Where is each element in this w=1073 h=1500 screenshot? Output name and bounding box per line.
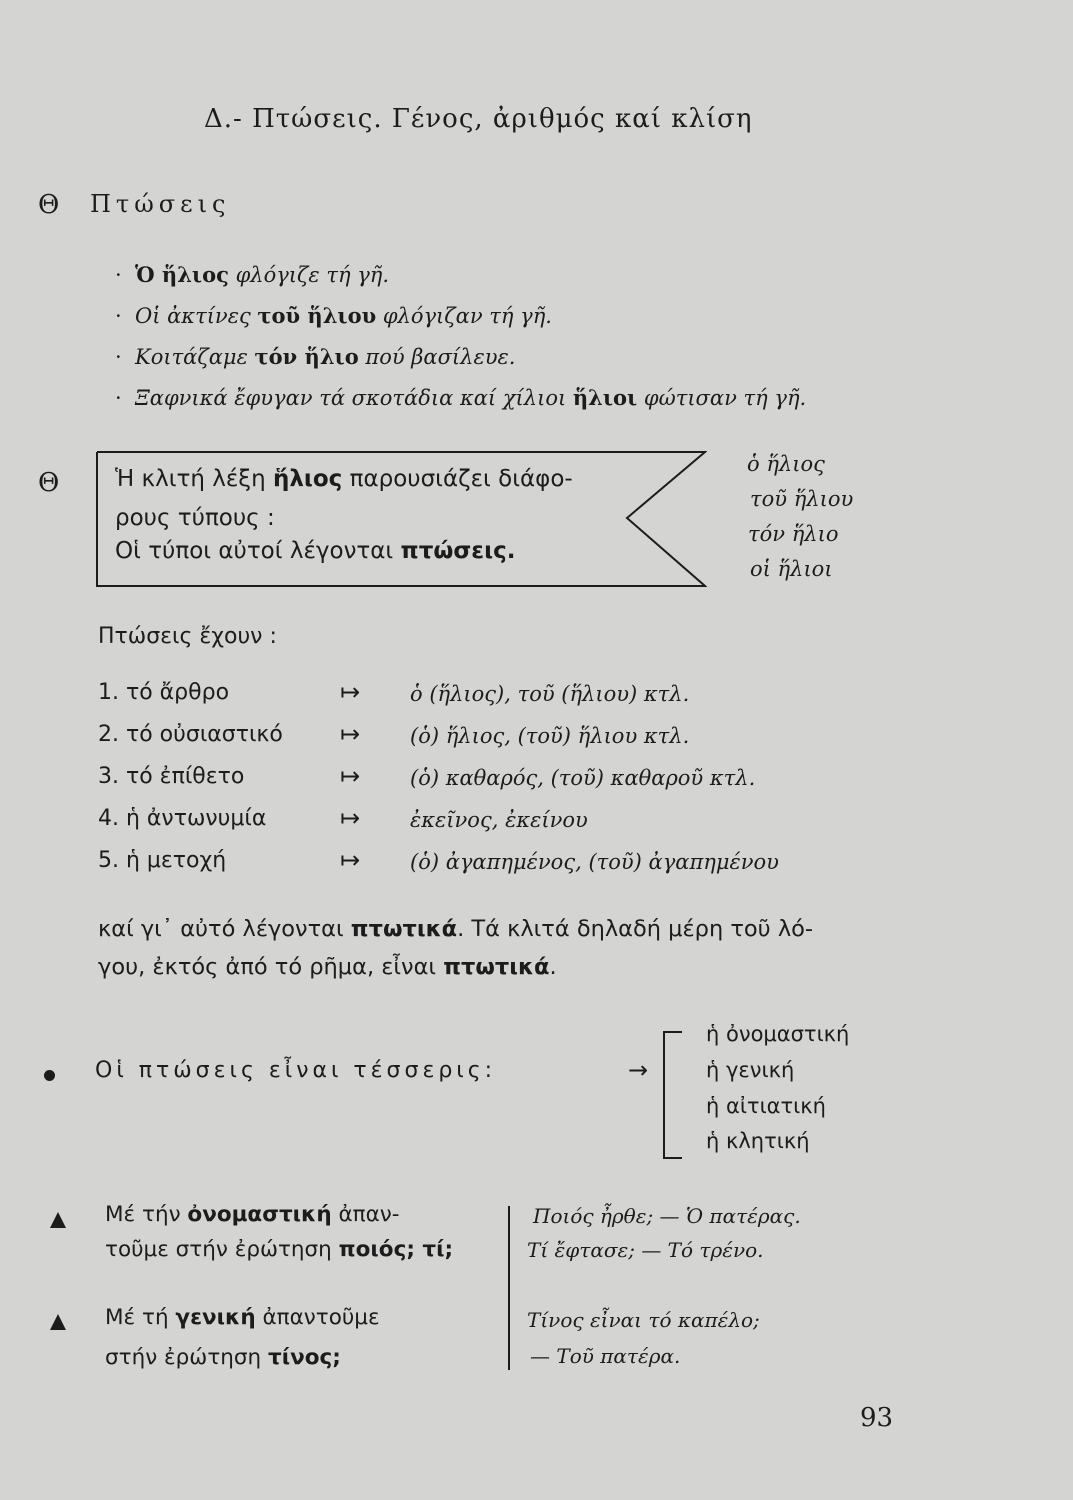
question-line: Μέ τήν ὀνομαστική ἀπαν-	[105, 1202, 400, 1227]
definition-line-2: ρους τύπους :	[115, 505, 275, 531]
part-label: 5. ἡ μετοχή	[98, 848, 227, 873]
maps-to-arrow-icon: ↦	[340, 846, 361, 874]
right-arrow-icon: →	[628, 1056, 649, 1084]
example-line: · Ὁ ἥλιος φλόγιζε τή γῆ.	[115, 262, 390, 287]
case-item: ἡ γενική	[706, 1058, 795, 1082]
bullet-dot-icon: ·	[115, 345, 122, 369]
triangle-marker-icon	[50, 1314, 66, 1330]
cases-intro: Πτώσεις ἔχουν :	[98, 624, 277, 649]
form-item: τόν ἥλιο	[748, 522, 839, 546]
example-line: · Ξαφνικά ἔφυγαν τά σκοτάδια καί χίλιοι ἥλιοι φώτισαν τή γῆ.	[115, 385, 807, 410]
paragraph-line-2: γου, ἐκτός ἀπό τό ρῆμα, εἶναι πτωτικά.	[98, 954, 557, 980]
case-item: ἡ κλητική	[706, 1129, 810, 1153]
bullet-circle-icon	[44, 1070, 55, 1081]
section-mark-icon: Θ	[38, 190, 60, 220]
part-example: (ὁ) ἥλιος, (τοῦ) ἥλιου κτλ.	[410, 724, 690, 748]
form-item: οἱ ἥλιοι	[750, 557, 833, 581]
part-example: ἐκεῖνος, ἐκείνου	[410, 808, 588, 832]
question-line: τοῦμε στήν ἐρώτηση ποιός; τί;	[105, 1237, 454, 1262]
maps-to-arrow-icon: ↦	[340, 804, 361, 832]
four-cases-label: Οἱ πτώσεις εἶναι τέσσερις:	[95, 1058, 497, 1083]
part-example: ὁ (ἥλιος), τοῦ (ἥλιου) κτλ.	[410, 682, 690, 706]
bullet-dot-icon: ·	[115, 304, 122, 328]
definition-mark-icon: Θ	[38, 468, 60, 498]
maps-to-arrow-icon: ↦	[340, 678, 361, 706]
part-label: 2. τό οὐσιαστικό	[98, 722, 283, 747]
part-label: 4. ἡ ἀντωνυμία	[98, 806, 267, 831]
example-line: · Κοιτάζαμε τόν ἥλιο πού βασίλευε.	[115, 344, 516, 369]
cases-bracket	[660, 1030, 690, 1160]
form-item: ὁ ἥλιος	[747, 452, 825, 476]
definition-line-3: Οἱ τύποι αὐτοί λέγονται πτώσεις.	[115, 538, 516, 564]
maps-to-arrow-icon: ↦	[340, 720, 361, 748]
section-title: Πτώσεις	[90, 190, 231, 218]
definition-line-1: Ἡ κλιτή λέξη ἥλιος παρουσιάζει διάφο-	[115, 466, 573, 492]
page-number: 93	[860, 1403, 894, 1433]
part-example: (ὁ) ἀγαπημένος, (τοῦ) ἀγαπημένου	[410, 850, 779, 874]
part-example: (ὁ) καθαρός, (τοῦ) καθαροῦ κτλ.	[410, 766, 756, 790]
page-title: Δ.- Πτώσεις. Γένος, ἀριθμός καί κλίση	[204, 104, 753, 134]
part-label: 3. τό ἐπίθετο	[98, 764, 245, 789]
question-line: Μέ τή γενική ἀπαντοῦμε	[105, 1305, 380, 1330]
case-item: ἡ ὀνομαστική	[706, 1022, 850, 1046]
answer-line: Τίνος εἶναι τό καπέλο;	[527, 1308, 760, 1332]
column-divider	[508, 1206, 510, 1370]
paragraph-line-1: καί γι᾿ αὐτό λέγονται πτωτικά. Τά κλιτά δηλαδή μέρη τοῦ λό-	[98, 916, 814, 942]
form-item: τοῦ ἥλιου	[750, 487, 854, 511]
example-line: · Οἱ ἀκτίνες τοῦ ἥλιου φλόγιζαν τή γῆ.	[115, 303, 552, 328]
answer-line: Τί ἔφτασε; — Τό τρένο.	[527, 1238, 764, 1262]
question-line: στήν ἐρώτηση τίνος;	[105, 1345, 341, 1370]
bullet-dot-icon: ·	[115, 386, 122, 410]
maps-to-arrow-icon: ↦	[340, 762, 361, 790]
answer-line: Ποιός ἦρθε; — Ὁ πατέρας.	[533, 1204, 801, 1228]
case-item: ἡ αἰτιατική	[706, 1094, 826, 1118]
answer-line: — Τοῦ πατέρα.	[530, 1344, 681, 1368]
triangle-marker-icon	[50, 1212, 66, 1228]
bullet-dot-icon: ·	[115, 263, 122, 287]
part-label: 1. τό ἄρθρο	[98, 680, 230, 705]
